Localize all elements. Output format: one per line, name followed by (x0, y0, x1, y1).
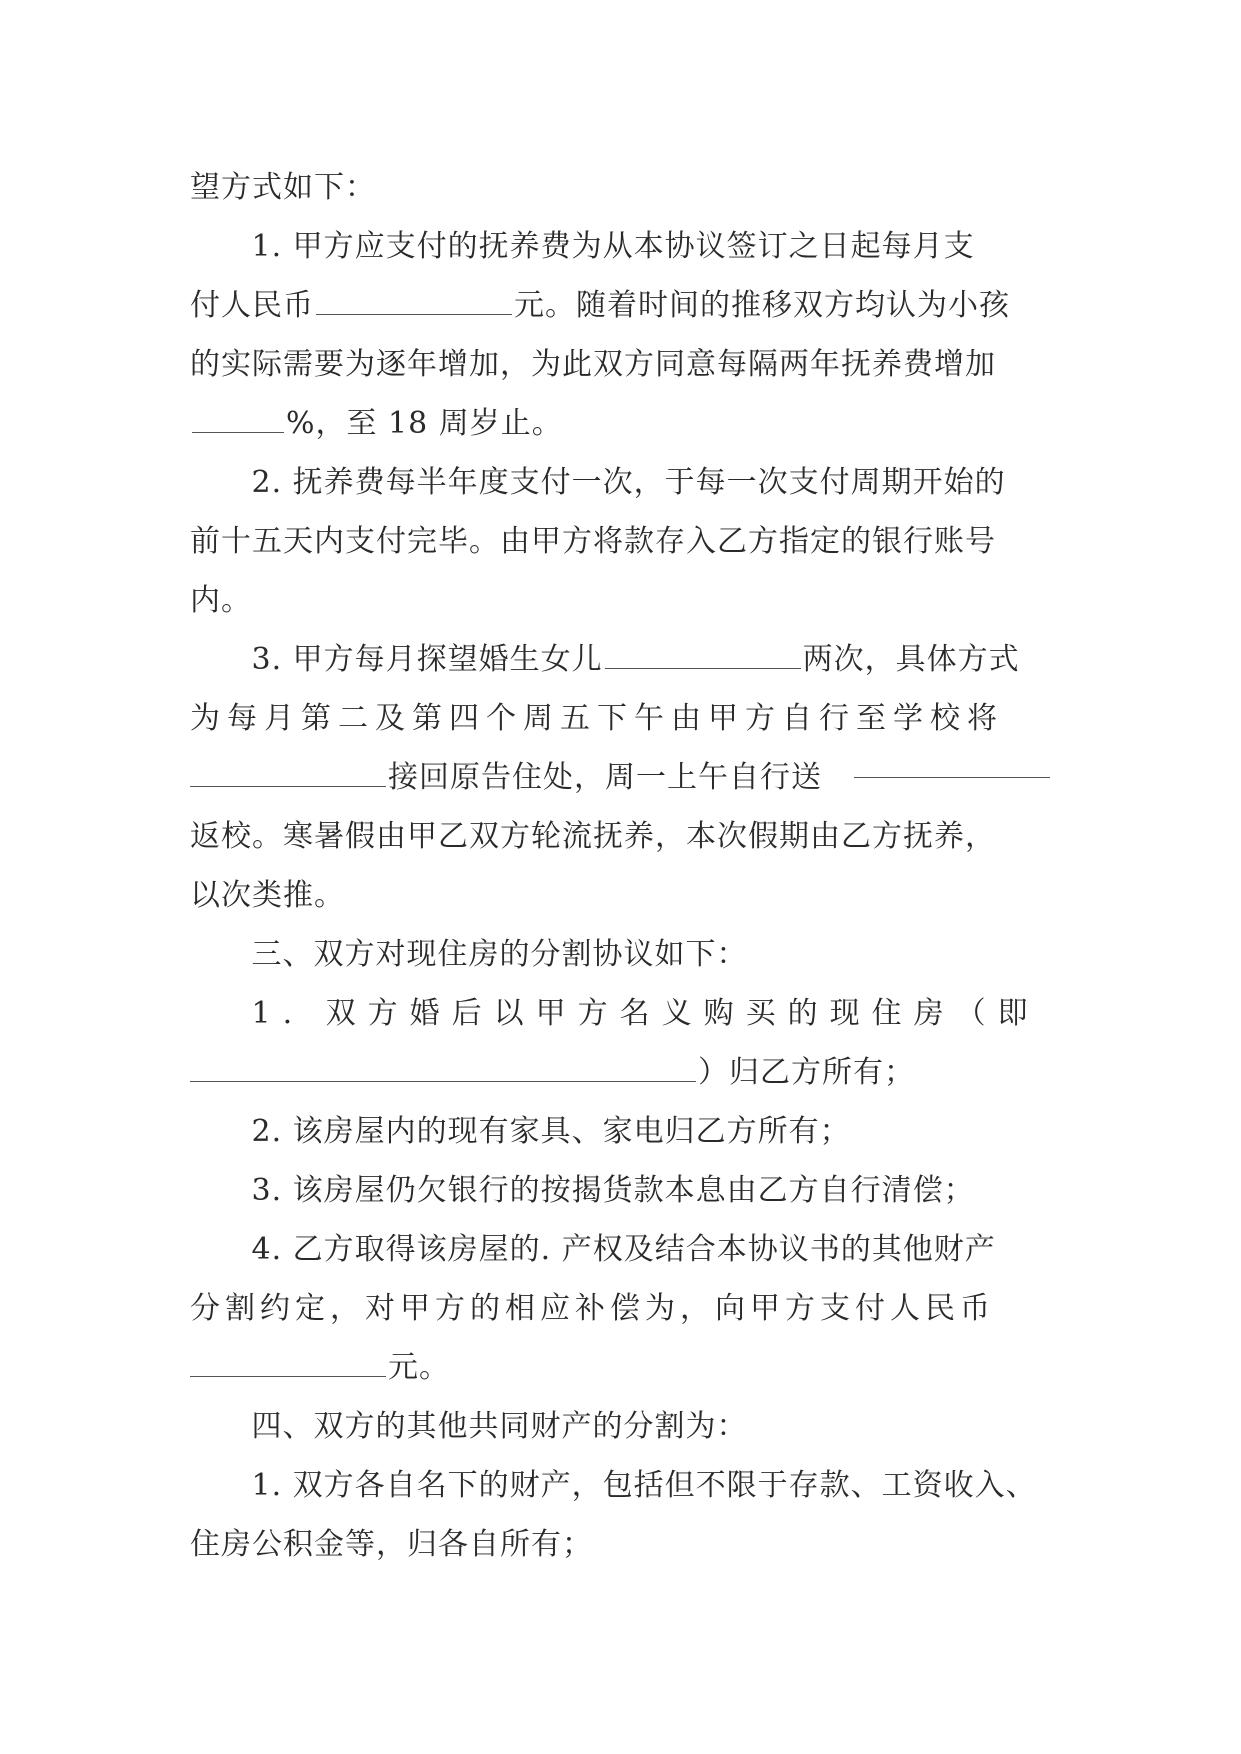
percent-blank[interactable] (192, 404, 284, 434)
text-line: 分割约定，对甲方的相应补偿为，向甲方支付人民币 (190, 1291, 995, 1326)
text-line: 3. 甲方每月探望婚生女儿 (251, 642, 603, 677)
text-line: 1. 双方婚后以甲方名义购买的现住房（即 (251, 996, 1040, 1031)
paragraph-line (190, 866, 1050, 925)
amount-blank[interactable] (316, 286, 512, 316)
child-name-blank[interactable] (190, 758, 386, 788)
paragraph-line (190, 1043, 1050, 1102)
text-line: 前十五天内支付完毕。由甲方将款存入乙方指定的银行账号 (190, 524, 996, 559)
section-heading (190, 925, 1050, 984)
paragraph-line (190, 571, 1050, 630)
text-line: 以次类推。 (190, 878, 345, 913)
paragraph-line (190, 276, 1050, 335)
text-line: 1. 双方各自名下的财产，包括但不限于存款、工资收入、 (251, 1468, 1037, 1503)
text-line: 3. 该房屋仍欠银行的按揭货款本息由乙方自行清偿； (251, 1173, 975, 1208)
text-line: 4. 乙方取得该房屋的. 产权及结合本协议书的其他财产 (251, 1232, 996, 1267)
child-name-blank[interactable] (854, 748, 1050, 778)
paragraph-line (190, 689, 1050, 748)
text-line: 返校。寒暑假由甲乙双方轮流抚养，本次假期由乙方抚养， (190, 819, 996, 854)
paragraph-line (190, 158, 1050, 217)
paragraph-line (190, 630, 1050, 689)
paragraph-line (190, 748, 1050, 807)
text-line: 的实际需要为逐年增加，为此双方同意每隔两年抚养费增加 (190, 347, 996, 382)
paragraph-line (190, 1279, 1050, 1338)
address-blank[interactable] (190, 1053, 696, 1083)
paragraph-line (190, 1161, 1050, 1220)
text-line: 接回原告住处，周一上午自行送 (388, 760, 822, 795)
text-line: 为每月第二及第四个周五下午由甲方自行至学校将 (190, 701, 1004, 736)
paragraph-line (190, 217, 1050, 276)
paragraph-line (190, 1102, 1050, 1161)
text-line: 元。随着时间的推移双方均认为小孩 (514, 288, 1010, 323)
compensation-blank[interactable] (190, 1348, 386, 1378)
paragraph-line (190, 1515, 1050, 1574)
paragraph-line (190, 1220, 1050, 1279)
paragraph-line (190, 453, 1050, 512)
text-line: 两次，具体方式 (802, 642, 1020, 677)
paragraph-line (190, 1338, 1050, 1397)
text-line: ）归乙方所有； (698, 1055, 915, 1090)
text-line: 2. 该房屋内的现有家具、家电归乙方所有； (251, 1114, 851, 1149)
document-body (190, 158, 1050, 1574)
paragraph-line (190, 394, 1050, 453)
text-line: 2. 抚养费每半年度支付一次，于每一次支付周期开始的 (251, 465, 1006, 500)
paragraph-line (190, 512, 1050, 571)
daughter-name-blank[interactable] (605, 640, 801, 670)
paragraph-line (190, 807, 1050, 866)
text-line: %，至 18 周岁止。 (286, 406, 563, 441)
paragraph-line (190, 984, 1050, 1043)
text-line: 四、双方的其他共同财产的分割为： (251, 1409, 748, 1444)
text-line: 三、双方对现住房的分割协议如下： (251, 937, 748, 972)
text-line: 付人民币 (190, 288, 314, 323)
paragraph-line (190, 335, 1050, 394)
text-line: 住房公积金等，归各自所有； (190, 1527, 593, 1562)
text-line: 1. 甲方应支付的抚养费为从本协议签订之日起每月支 (251, 229, 975, 264)
paragraph-line (190, 1456, 1050, 1515)
text-line: 内。 (190, 583, 252, 618)
section-heading (190, 1397, 1050, 1456)
text-line: 元。 (388, 1350, 450, 1385)
text-line: 望方式如下： (190, 170, 376, 205)
